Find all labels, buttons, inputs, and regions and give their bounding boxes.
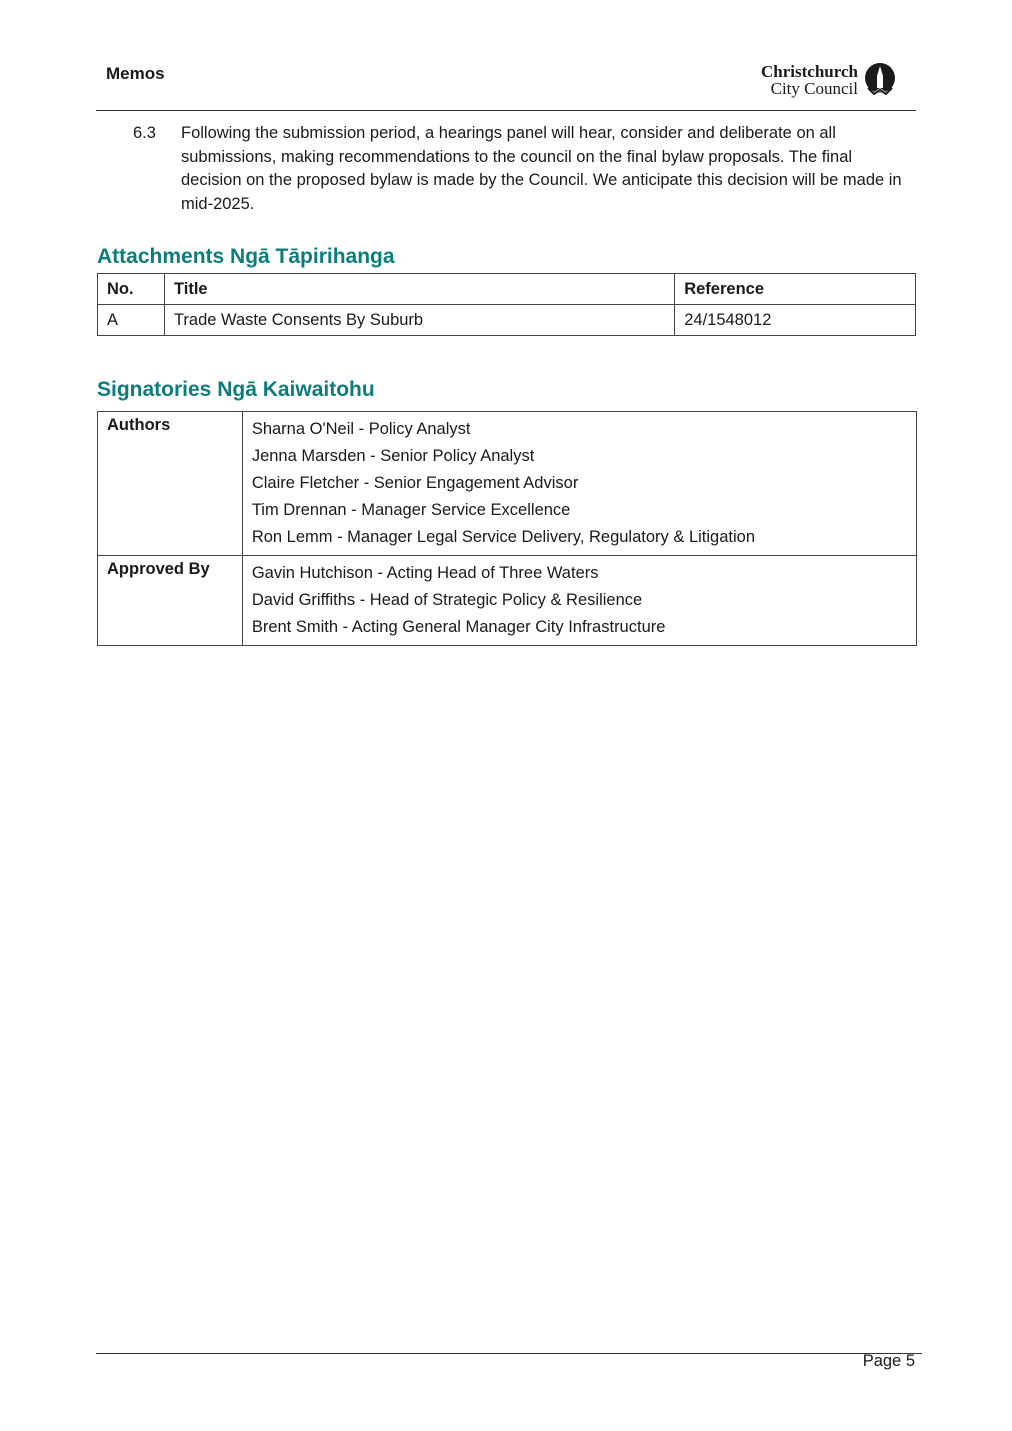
signatory-name: Tim Drennan - Manager Service Excellence (251, 501, 571, 519)
paragraph-number: 6.3 (133, 124, 156, 142)
page-header (96, 58, 916, 111)
paragraph-text: Following the submission period, a hearings panel will hear, consider and deliberate on all submissions, making recommendations to the council on the final bylaw proposals. The final decision on the proposed bylaw is made by the Council. We anticipate this decision will be made in mid-2025. (181, 124, 902, 214)
attachments-table (97, 273, 916, 336)
column-header-no: No. (98, 274, 165, 305)
footer-divider (96, 1353, 922, 1354)
signatory-group-label: Approved By (98, 556, 243, 646)
signatory-name: Brent Smith - Acting General Manager City Infrastructure (251, 618, 666, 636)
signatories-heading: Signatories Ngā Kaiwaitohu (97, 378, 375, 401)
table-row (98, 305, 916, 336)
attachment-no: A (98, 305, 165, 336)
signatory-name: Sharna O'Neil - Policy Analyst (251, 420, 471, 438)
attachments-heading: Attachments Ngā Tāpirihanga (97, 245, 395, 268)
table-header-row (98, 274, 916, 305)
header-title: Memos (106, 64, 165, 83)
signatory-group-approved-by (98, 556, 917, 646)
signatories-table (97, 411, 917, 646)
signatory-group-label: Authors (98, 412, 243, 556)
attachment-title: Trade Waste Consents By Suburb (164, 305, 674, 336)
signatory-name: Gavin Hutchison - Acting Head of Three Waters (251, 564, 599, 582)
council-logo (761, 62, 898, 98)
signatory-group-authors (98, 412, 917, 556)
attachment-reference: 24/1548012 (675, 305, 916, 336)
logo-line-1: Christchurch (761, 62, 858, 81)
signatory-name: Claire Fletcher - Senior Engagement Advisor (251, 474, 579, 492)
signatory-name: Jenna Marsden - Senior Policy Analyst (251, 447, 535, 465)
column-header-title: Title (164, 274, 674, 305)
page-number: Page 5 (862, 1352, 915, 1370)
column-header-reference: Reference (675, 274, 916, 305)
cathedral-emblem-icon (862, 62, 898, 98)
paragraph-6-3 (96, 122, 916, 217)
logo-line-2: City Council (770, 79, 858, 98)
signatory-name: David Griffiths - Head of Strategic Policy & Resilience (251, 591, 643, 609)
signatory-name: Ron Lemm - Manager Legal Service Delivery, Regulatory & Litigation (251, 528, 756, 546)
